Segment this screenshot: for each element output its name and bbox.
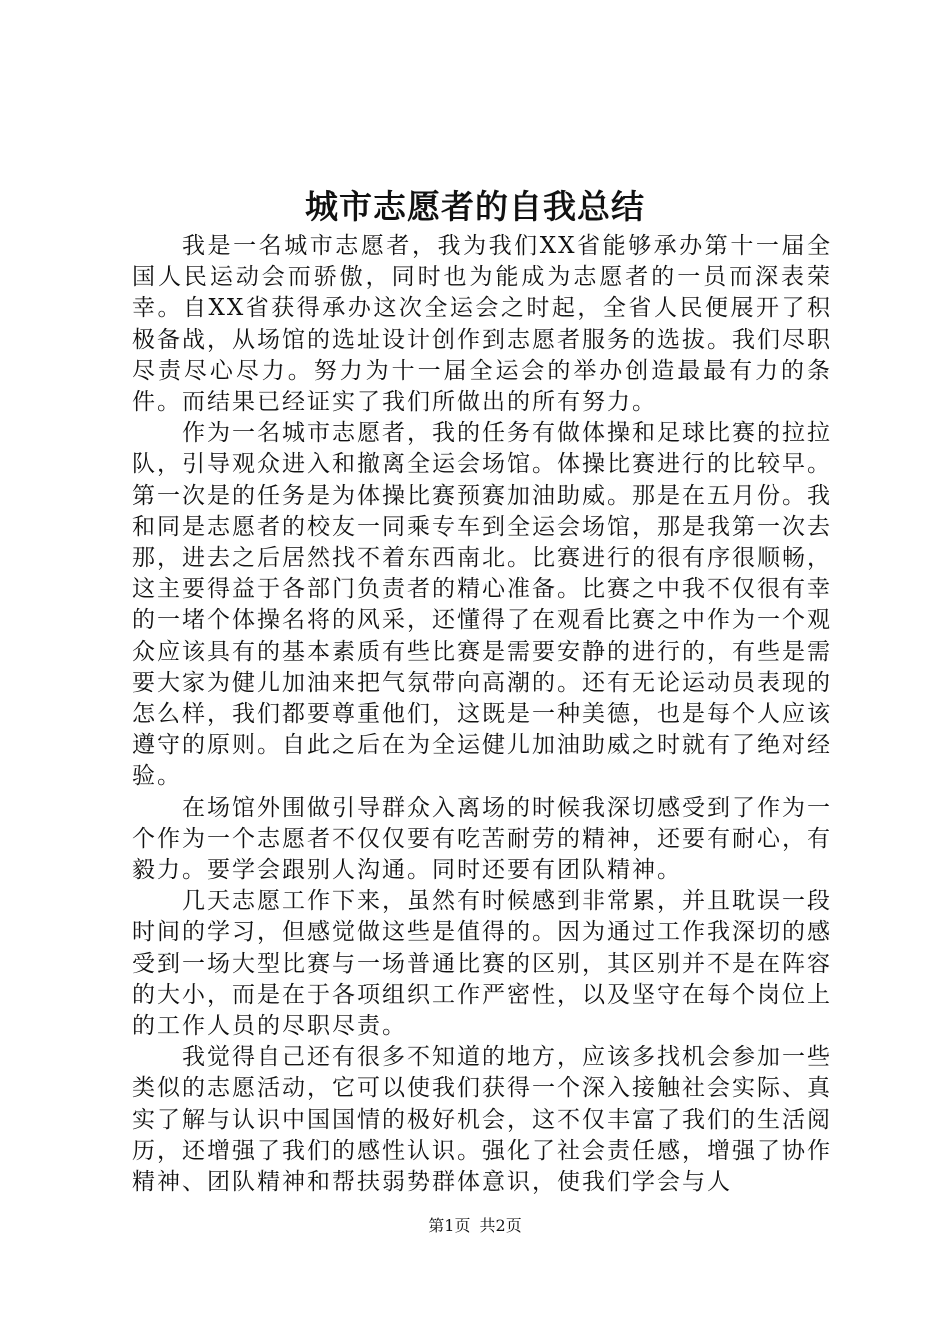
paragraph-1: 我是一名城市志愿者，我为我们XX省能够承办第十一届全国人民运动会而骄傲，同时也为能成为志愿者的一员而深表荣幸。自XX省获得承办这次全运会之时起，全省人民便展开了积极备战，从场馆的选址设计创作到志愿者服务的选拔。我们尽职尽责尽心尽力。努力为十一届全运会的举办创造最最有力的条件。而结果已经证实了我们所做出的所有努力。 — [132, 233, 832, 416]
paragraph-4: 几天志愿工作下来，虽然有时候感到非常累，并且耽误一段时间的学习，但感觉做这些是值得的。因为通过工作我深切的感受到一场大型比赛与一场普通比赛的区别，其区别并不是在阵容的大小，而是在于各项组织工作严密性，以及坚守在每个岗位上的工作人员的尽职尽责。 — [132, 888, 832, 1040]
document-title: 城市志愿者的自我总结 — [305, 187, 645, 226]
document-body — [132, 231, 832, 1198]
paragraph-5: 我觉得自己还有很多不知道的地方，应该多找机会参加一些类似的志愿活动，它可以使我们获得一个深入接触社会实际、真实了解与认识中国国情的极好机会，这不仅丰富了我们的生活阅历，还增强了我们的感性认识。强化了社会责任感，增强了协作精神、团队精神和帮扶弱势群体意识，使我们学会与人 — [132, 1044, 832, 1196]
page-number-current: 第1页 — [428, 1216, 471, 1235]
paragraph-2: 作为一名城市志愿者，我的任务有做体操和足球比赛的拉拉队，引导观众进入和撤离全运会场馆。体操比赛进行的比较早。第一次是的任务是为体操比赛预赛加油助威。那是在五月份。我和同是志愿者的校友一同乘专车到全运会场馆，那是我第一次去那，进去之后居然找不着东西南北。比赛进行的很有序很顺畅，这主要得益于各部门负责者的精心准备。比赛之中我不仅很有幸的一堵个体操名将的风采，还懂得了在观看比赛之中作为一个观众应该具有的基本素质有些比赛是需要安静的进行的，有些是需要大家为健儿加油来把气氛带向高潮的。还有无论运动员表现的怎么样，我们都要尊重他们，这既是一种美德，也是每个人应该遵守的原则。自此之后在为全运健儿加油助威之时就有了绝对经验。 — [132, 420, 832, 790]
page-number-total: 共2页 — [479, 1216, 522, 1235]
paragraph-3: 在场馆外围做引导群众入离场的时候我深切感受到了作为一个作为一个志愿者不仅仅要有吃苦耐劳的精神，还要有耐心，有毅力。要学会跟别人沟通。同时还要有团队精神。 — [132, 794, 832, 884]
page-footer — [0, 1215, 950, 1237]
